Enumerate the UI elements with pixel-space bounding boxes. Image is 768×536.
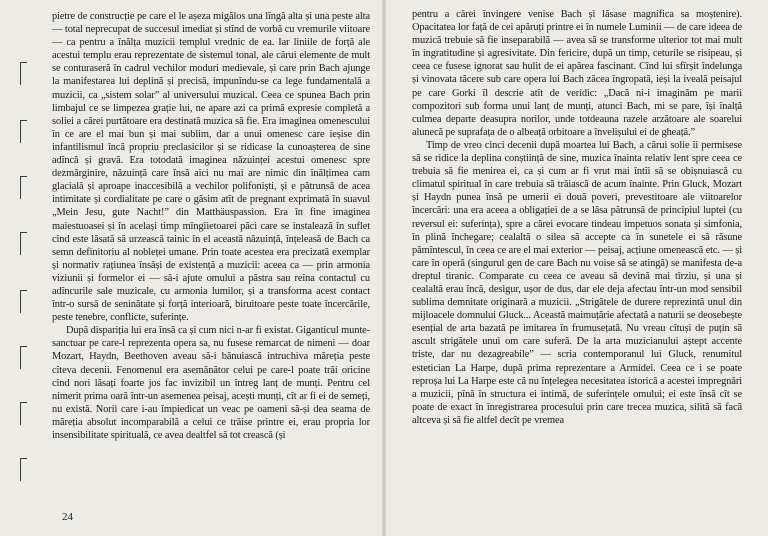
right-page bbox=[384, 0, 768, 536]
paragraph: pentru a cărei învingere venise Bach și lăsase magnifica sa moștenire). Opacitatea lor față de cei apăruți printre ei în numele Luminii — de care ideea de muzică trebuie să fie inseparabilă — avea să se transforme ulterior tot mai mult în ingratitudine și agresivitate. Din fericire, după un timp, ceturile se risipeau, și ceea ce fusese ignorat sau hulit de ei apărea fascinant. Cînd lui sfîrșit îndelunga și vinovata tăcere sub care opera lui Bach zăcea îngropată, ieși la iveală peisajul pe care Gorki îl descrie atît de veridic: „Dacă ni-i imaginăm pe marii compozitori sub forma unui lanț de munți, atunci Bach, mi se pare, își înalță culmea departe deasupra norilor, unde totdeauna razele arzătoare ale soarelui alunecă pe suprafața de o albeață orbitoare a învelișului ei de gheață.” bbox=[412, 9, 742, 138]
margin-mark bbox=[20, 290, 27, 313]
margin-mark bbox=[20, 346, 27, 369]
margin-mark bbox=[20, 62, 27, 85]
margin-marks bbox=[0, 0, 40, 536]
margin-mark bbox=[20, 458, 27, 481]
paragraph: pietre de construcție pe care el le așeza migălos una lîngă alta și una peste alta — total neprecupat de succesul imediat și stînd de vorbă cu vremurile viitoare — ca pentru a înălța muzicii templul vrednic de ea. Iar liniile de forță ale acestui templu erau reprezentate de sistemul tonal, ale cărui elemente de mult se conturaseră în cadrul vechilor moduri medievale, și care prin Bach ajunge la manifestarea lui deplină și precisă, impunîndu-se ca lege fundamentală a muzicii, ca „sistem solar” al universului muzical. Ceea ce spunea Bach prin limbajul ce se limpezea grație lui, ne apare azi ca primă expresie completă a soliei a cărei purtătoare era destinată muzica să fie. Era imaginea omenescului în ce are el mai bun și mai sublim, dar a unui omenesc care ieșise din infantilismul încă propriu preclasicilor și se ridicase la cunoașterea de sine adîncă și gravă. Era totodată imaginea năzuinței acestui omenesc spre dezmărginire, năzuință care însă aici nu mai are nimic din înălțimea cam glacială și aproape inaccesibilă a vechilor polifoniști, și e pătrunsă de acea intimitate și cordialitate pe care o găsim atît de pregnant exprimată în suavul „Mein Jesu, gute Nacht!” din Matthäuspassion. Era în fine imaginea maiestuoasei și în același timp mîngîietoarei păci care se instalează în suflet cînd este lăsată să urzească tainic în el această năzuință, înțeleasă de Bach ca semn definitoriu al nobleței umane. Prin toate acestea era precizată exemplar și normativ rațiunea însăși de existență a muzicii: aceea ca — prin armonia viziunii și formelor ei — să-i ajute omului a păstra sau reîna contactul cu adîncurile sale muzicale, cu armonia lumilor, și a transforma acest contact într-o sursă de seninătate și forță interioară, biruitoare peste toate încercările, peste tenebre, conflicte, suferințe. bbox=[52, 11, 370, 324]
margin-mark bbox=[20, 402, 27, 425]
page-number: 24 bbox=[62, 511, 73, 523]
margin-mark bbox=[20, 120, 27, 143]
left-text-column bbox=[52, 10, 370, 442]
right-text-column bbox=[412, 8, 742, 427]
margin-mark bbox=[20, 176, 27, 199]
margin-mark bbox=[20, 232, 27, 255]
paragraph: După dispariția lui era însă ca și cum nici n-ar fi existat. Giganticul munte-sanctuar pe care-l reprezenta opera sa, nu fusese remarcat de nimeni — doar Mozart, Haydn, Beethoven aveau să-i bănuiască intruchiva măreția peste cîteva decenii. Fenomenul era asemănător celui pe care-l poate trăi oricine cînd nori lăsați foarte jos fac invizibil un întreg lanț de munți. Pentru cel nimerit prima oară într-un asemenea peisaj, acești munți, cît ar fi ei de semeți, nu există. Norii care i-au împiedicat un veac pe oameni să-și dea seama de măreția absolut incomparabilă a celui ce trăise printre ei, erau propria lor insensibilitate spirituală, ce avea dealtfel să tot crească (și bbox=[52, 325, 370, 441]
paragraph: Timp de vreo cinci decenii după moartea lui Bach, a cărui solie îi permisese să se ridice la deplina conștiință de sine, muzica înainta relativ lent spre ceea ce trebuia să fie menirea ei, ca și cum ar fi vrut mai întîi să se obișnuiască cu climatul spiritual în care trebuia să trăiască de acum înainte. Prin Gluck, Mozart și Haydn punea însă pe umerii ei două poveri, prevestitoare ale viitoarelor încercări: una era aceea a obligației de a se lăsa pătrunsă de principiul luptei (cu reversul ei: suferința), spre a cărei evocare tindeau impetuos sonata și simfonia, în plină închegare; cealaltă o silea să accepte ca în sunetele ei să răsune pămîntescul, în ceea ce are el mai exterior — peisaj, acțiune omenească etc. — și care în operă (singurul gen de care Bach nu voise să se atingă) se manifesta de-a dreptul tiranic. Comparate cu ceea ce aveau să devină mai tîrziu, și una și cealaltă erau încă, desigur, ușor de dus, dar ele deja afectau într-un mod sensibil sublima demnitate originară a muzicii. „Strigătele de durere reprezintă unul din mijloacele domnului Gluck... Această maimuțărie afectată a naturii se deosebește esențial de arta bazată pe imitarea în frumusețată. Nu vreau cîtuși de puțin să ascult strigătele unui om care suferă. De la arta muzicianului aștept accente triste, dar nu dezagreabile” — scria contemporanul lui Gluck, renumitul esteticiаn La Harpe, după prima reprezentare a Armidei. Ceea ce i se poate reproșa lui La Harpe este că nu înțelegea necesitatea istorică a acestei impregnări a muzicii, pînă în structura ei intimă, de suferințele omului; ei este însă cît se poate de exact în înregistrarea procesului prin care trecea muzica, silită să facă altceva și să fie altfel decît pe vremea bbox=[412, 139, 742, 426]
